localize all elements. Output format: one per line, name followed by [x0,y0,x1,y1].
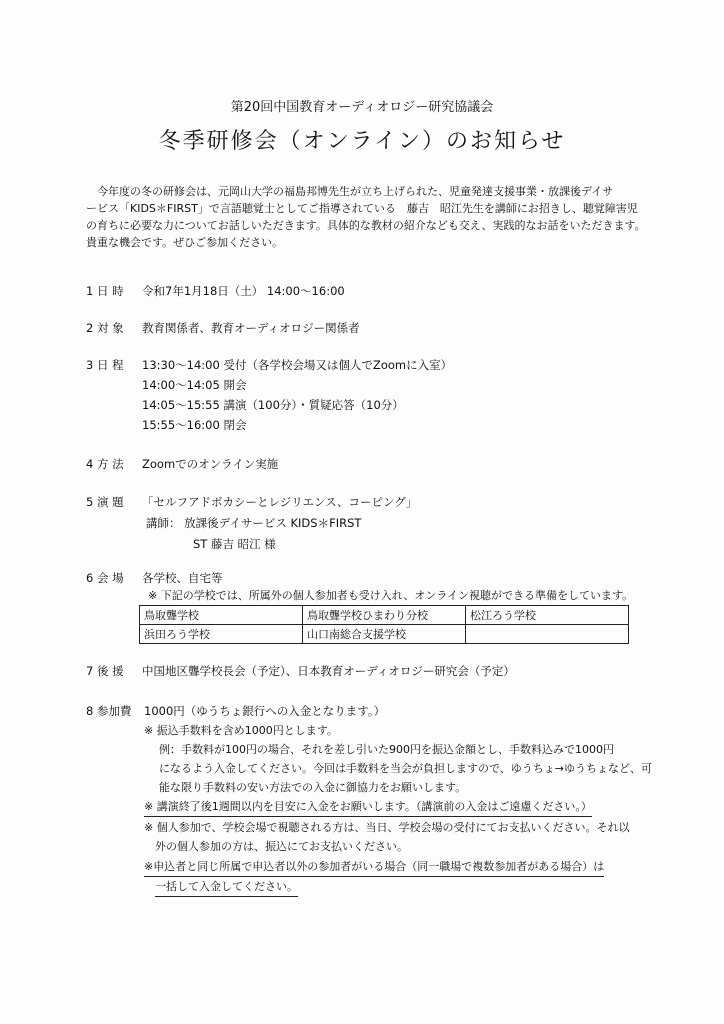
method-label: 4 方 法 [86,457,124,471]
support-label: 7 後 援 [86,664,124,678]
lecture-label: 5 演 題 [86,495,124,509]
lecturer-affiliation: 講師： 放課後デイサービス KIDS＊FIRST [146,516,362,530]
table-cell [466,625,629,644]
table-row [140,625,629,644]
schedule-item: 14:05～15:55 講演（100分）・質疑応答（10分） [142,398,404,412]
page-title: 冬季研修会（オンライン）のお知らせ [158,129,566,154]
intro-paragraph [86,183,666,251]
schedule-item: 13:30～14:00 受付（各学校会場又は個人でZoomに入室） [142,358,453,372]
fee-note: ※ 振込手数料を含め1000円とします。 [144,724,338,737]
schedule-item: 14:00～14:05 開会 [142,378,247,392]
fee-note: 外の個人参加の方は、振込にてお支払いください。 [155,840,408,853]
method-value: Zoomでのオンライン実施 [142,457,279,471]
organizer-line: 第20回中国教育オーディオロジー研究協議会 [230,100,494,115]
schedule-list [142,355,452,435]
fee-value: 1000円（ゆうちょ銀行への入金となります。） [144,704,386,718]
intro-line: の育ちに必要な力についてお話しいただきます。具体的な教材の紹介なども交え、実践的なお話をいただきます。 [86,219,646,232]
table-cell: 松江ろう学校 [466,606,629,625]
schedule-label: 3 日 程 [86,358,124,372]
venue-value: 各学校、自宅等 [142,571,223,585]
fee-note-underlined: ※ 講演終了後1週間以内を目安に入金をお願いします。（講演前の入金はご遠慮ください。） [144,798,592,817]
intro-line: 貴重な機会です。ぜひご参加ください。 [86,236,284,249]
table-row [140,606,629,625]
table-cell: 鳥取聾学校 [140,606,303,625]
venue-note: ※ 下記の学校では、所属外の個人参加者も受け入れ、オンライン視聴ができる準備をしています。 [148,589,634,602]
fee-note: 例：手数料が100円の場合、それを差し引いた900円を振込金額とし、手数料込みで1000円 [159,743,614,756]
intro-line: 今年度の冬の研修会は、元岡山大学の福島邦博先生が立ち上げられた、児童発達支援事業・放課後デイサ [97,185,614,198]
target-label: 2 対 象 [86,321,124,335]
intro-line: ービス「KIDS＊FIRST」で言語聴覚士としてご指導されている 藤吉 昭江先生を講師にお招きし、聴覚障害児 [86,202,638,215]
fee-note-underlined: ※申込者と同じ所属で申込者以外の参加者がいる場合（同一職場で複数参加者がある場合）は [144,858,604,877]
fee-note: ※ 個人参加で、学校会場で視聴される方は、当日、学校会場の受付にてお支払いください。それ以 [144,821,630,834]
lecturer-name: ST 藤吉 昭江 様 [193,537,276,551]
table-cell: 山口南総合支援学校 [303,625,466,644]
support-value: 中国地区聾学校長会（予定）、日本教育オーディオロジー研究会（予定） [142,664,515,678]
table-cell: 鳥取聾学校ひまわり分校 [303,606,466,625]
datetime-label: 1 日 時 [86,284,124,298]
target-value: 教育関係者、教育オーディオロジー関係者 [142,321,360,335]
datetime-value: 令和7年1月18日（土） 14:00～16:00 [142,284,345,298]
host-schools-table [139,605,629,644]
schedule-item: 15:55～16:00 閉会 [142,418,247,432]
fee-note: になるよう入金してください。今回は手数料を当会が負担しますので、ゆうちょ→ゆうちょなど、可 [159,762,652,775]
lecture-title: 「セルフアドボカシーとレジリエンス、コーピング」 [142,495,418,509]
fee-note-underlined: 一括して入金してください。 [155,878,298,897]
fee-note: 能な限り手数料の安い方法での入金に御協力をお願いします。 [159,781,467,794]
fee-label: 8 参加費 [86,704,132,718]
venue-label: 6 会 場 [86,571,124,585]
table-cell: 浜田ろう学校 [140,625,303,644]
